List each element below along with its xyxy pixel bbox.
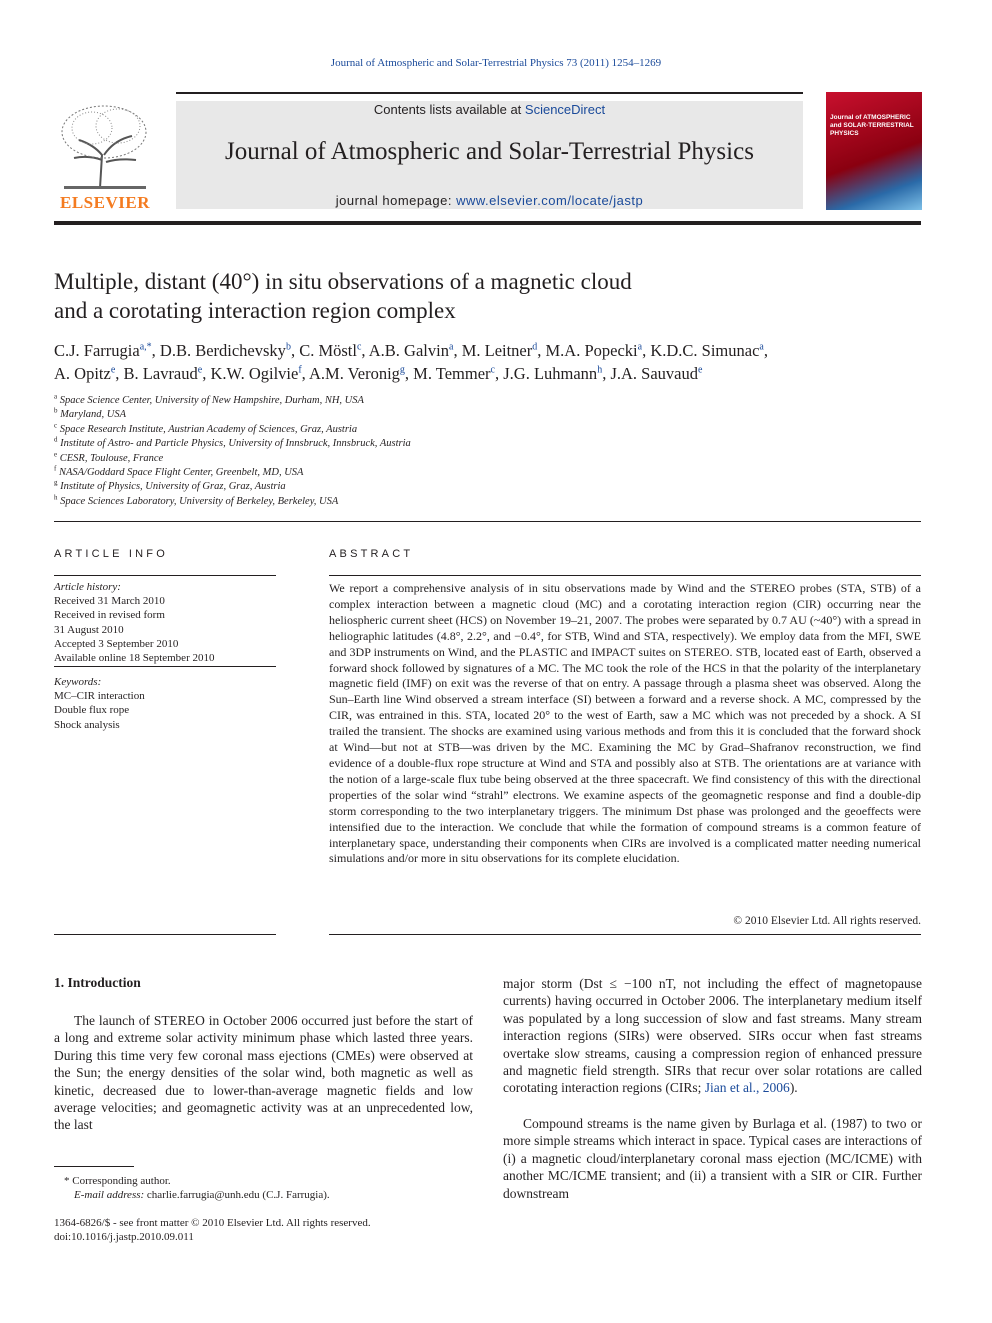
issn-doi xyxy=(54,1216,473,1245)
history-item: Received in revised form xyxy=(54,609,165,622)
abstract-rule xyxy=(329,575,921,576)
abstract-text: We report a comprehensive analysis of in situ observations made by Wind and the STEREO probes (STA, STB) of a complex interaction between a magnetic cloud (MC) and a corotating interaction region (CIR) occurring near the heliospheric current sheet (HCS) on November 19–21, 2007. The probes were separated by 0.7 AU (~40°) with a spread in heliographic latitudes (4.8°, 2.2°, and −0.4°, for STB, Wind and STA, respectively). We employ data from the MFI, SWE and 3DP instruments on Wind, and the PLASTIC and IMPACT suites on STEREO. STB, located east of Earth, observed a forward shock followed by signatures of a MC. The MC took the role of the HCS in that the polarity of the interplanetary magnetic field (IMF) on exit was the reverse of that on entry. A passage through a plasma sheet was observed. Along the Sun–Earth line Wind observed a stream interface (SI) between a forward and a reverse shock. A MC, compressed by the CIR, was entrained in this. STA, located 20° to the west of Earth, saw a MC which was not preceded by a shock. A SI trailed the transient. The shocks are examined using various methods and from this it is concluded that the forward shock at Wind—but not at STB—was driven by the MC. Examining the MC by Grad–Shafranov reconstruction, we find evidence of a double-flux rope structure at Wind and STA and possibly also at STB. The orientations are at variance with the notion of a large-scale flux tube being observed at the three spacecraft. We find consistency of this with the directional properties of the solar wind “strahl” electrons. We examine aspects of the geomagnetic response and find a double-dip storm corresponding to the two interplanetary triggers. The minimum Dst phase was prolonged and the geoeffects were intensified due to the interaction. We conclude that while the formation of compound streams is a common feature of interplanetary space, understanding their components when CIRs are involved is a complicated matter needing numerical simulations and/or more in situ observations for its complete elucidation. xyxy=(329,581,921,866)
homepage-line xyxy=(176,193,803,208)
author[interactable]: A.B. Galvin$^a$ xyxy=(368,341,454,360)
history-rule xyxy=(54,666,276,667)
author[interactable]: M. Temmer$^c$ xyxy=(413,364,495,383)
article-info-rule xyxy=(54,575,276,576)
author[interactable]: J.A. Sauvaud$^e$ xyxy=(610,364,703,383)
affiliation: $^a$ Space Science Center, University of New Hampshire, Durham, NH, USA xyxy=(54,392,364,406)
contents-prefix: Contents lists available at xyxy=(373,102,525,117)
title-line-1: Multiple, distant (40°) in situ observations of a magnetic cloud xyxy=(54,269,632,294)
author[interactable]: K.D.C. Simunac$^a$ xyxy=(650,341,764,360)
author-list: C.J. Farrugia$^{a,*}$, D.B. Berdichevsky$^b$, C. Möstl$^c$, A.B. Galvin$^a$, M. Leitner$^d$, M.A. Popecki$^a$, K.D.C. Simunac$^a$, A. Opitz$^e$, B. Lavraud$^e$, K.W. Ogilvie$^f$, A.M. Veronig$^g$, M. Temmer$^c$, J.G. Luhmann$^h$, J.A. Sauvaud$^e$ xyxy=(54,341,768,383)
footnote xyxy=(54,1174,473,1203)
affiliation: $^h$ Space Sciences Laboratory, University of Berkeley, Berkeley, USA xyxy=(54,493,339,507)
header-rule xyxy=(54,221,921,225)
author[interactable]: C. Möstl$^c$ xyxy=(299,341,362,360)
author[interactable]: M. Leitner$^d$ xyxy=(461,341,538,360)
affiliation: $^g$ Institute of Physics, University of Graz, Graz, Austria xyxy=(54,478,286,493)
article-info-bottom-rule xyxy=(54,934,276,935)
homepage-prefix: journal homepage: xyxy=(335,193,457,208)
email-line: E-mail address: charlie.farrugia@unh.edu (C.J. Farrugia). xyxy=(74,1189,330,1202)
reference-link-jian-2006[interactable]: Jian et al., 2006 xyxy=(704,1080,790,1096)
intro-paragraph-3: Compound streams is the name given by Burlaga et al. (1987) to two or more simple streams which interact in space. Typical cases are interactions of (i) a magnetic cloud/interplanetary coronal mass ejection (MC/ICME) with another MC/ICME transient; and (ii) a transient with a SIR or CIR. Further downstream xyxy=(503,1116,922,1201)
section-heading-introduction: 1. Introduction xyxy=(54,975,141,990)
homepage-link[interactable]: www.elsevier.com/locate/jastp xyxy=(456,193,644,208)
contents-line xyxy=(176,102,803,117)
author[interactable]: C.J. Farrugia$^{a,*}$ xyxy=(54,341,152,360)
keywords-label: Keywords: xyxy=(54,676,102,688)
affiliation: $^b$ Maryland, USA xyxy=(54,406,127,421)
affiliation: $^e$ CESR, Toulouse, France xyxy=(54,450,164,464)
issn-line: 1364-6826/$ - see front matter © 2010 Elsevier Ltd. All rights reserved. xyxy=(54,1217,371,1229)
intro-paragraph-2: major storm (Dst ≤ −100 nT, not including the effect of magnetopause currents) having occurred in October 2006. The interplanetary medium itself was populated by a long succession of slow and fast streams. Many stream interaction regions (SIRs) were observed. SIRs occur when fast streams overtake slow streams, causing a compression region of enhanced pressure and magnetic field strength. SIRs that recur over solar rotations are called corotating interaction regions (CIRs; Jian et al., 2006). xyxy=(503,976,922,1096)
abstract-bottom-rule xyxy=(329,934,921,935)
abstract-heading: ABSTRACT xyxy=(329,548,414,560)
author[interactable]: K.W. Ogilvie$^f$ xyxy=(210,364,302,383)
sciencedirect-link[interactable]: ScienceDirect xyxy=(524,102,606,117)
running-head[interactable]: Journal of Atmospheric and Solar-Terrestrial Physics 73 (2011) 1254–1269 xyxy=(330,57,662,69)
footnote-rule xyxy=(54,1166,134,1167)
journal-title: Journal of Atmospheric and Solar-Terrestrial Physics xyxy=(225,138,754,165)
affiliation: $^c$ Space Research Institute, Austrian Academy of Sciences, Graz, Austria xyxy=(54,421,358,435)
affiliations xyxy=(54,394,754,509)
author[interactable]: A. Opitz$^e$ xyxy=(54,364,116,383)
email-address[interactable]: charlie.farrugia@unh.edu (C.J. Farrugia). xyxy=(146,1189,330,1202)
affiliations-rule xyxy=(54,521,921,522)
elsevier-wordmark: ELSEVIER xyxy=(60,193,150,212)
keyword: Double flux rope xyxy=(54,704,130,717)
keyword: MC–CIR interaction xyxy=(54,690,145,703)
doi-link[interactable]: doi:10.1016/j.jastp.2010.09.011 xyxy=(54,1231,194,1244)
author[interactable]: A.M. Veronig$^g$ xyxy=(309,364,405,383)
title-line-2: and a corotating interaction region complex xyxy=(54,298,456,323)
history-item: Accepted 3 September 2010 xyxy=(54,637,179,650)
journal-cover-title: Journal of ATMOSPHERIC and SOLAR-TERRESTRIAL PHYSICS xyxy=(830,114,914,137)
article-history xyxy=(54,580,276,665)
keywords xyxy=(54,675,276,732)
corresponding-author-note: * Corresponding author. xyxy=(64,1175,171,1187)
author[interactable]: J.G. Luhmann$^h$ xyxy=(503,364,603,383)
author[interactable]: B. Lavraud$^e$ xyxy=(123,364,203,383)
article-title xyxy=(54,267,834,325)
intro-paragraph-1: The launch of STEREO in October 2006 occurred just before the start of a long and extreme solar activity minimum phase which lasted three years. During this time very few coronal mass ejections (CMEs) were observed at the Sun; the energy densities of the solar wind, both magnetic as well as kinetic, decreased due to lower-than-average magnetic fields and low average velocities; and geomagnetic activity was at an unprecedented low, the last xyxy=(54,1013,473,1133)
affiliation: $^d$ Institute of Astro- and Particle Physics, University of Innsbruck, Innsbruck, Austria xyxy=(54,435,411,450)
abstract-copyright: © 2010 Elsevier Ltd. All rights reserved. xyxy=(733,915,921,927)
article-info-heading: ARTICLE INFO xyxy=(54,548,168,560)
history-item: Received 31 March 2010 xyxy=(54,595,165,608)
history-item: 31 August 2010 xyxy=(54,623,124,636)
author[interactable]: D.B. Berdichevsky$^b$ xyxy=(159,341,291,360)
history-item: Available online 18 September 2010 xyxy=(54,652,215,665)
history-label: Article history: xyxy=(54,581,121,593)
author[interactable]: M.A. Popecki$^a$ xyxy=(545,341,643,360)
banner-top-rule xyxy=(176,92,803,94)
affiliation: $^f$ NASA/Goddard Space Flight Center, Greenbelt, MD, USA xyxy=(54,464,304,479)
journal-cover-image[interactable] xyxy=(826,92,922,210)
keyword: Shock analysis xyxy=(54,718,120,731)
